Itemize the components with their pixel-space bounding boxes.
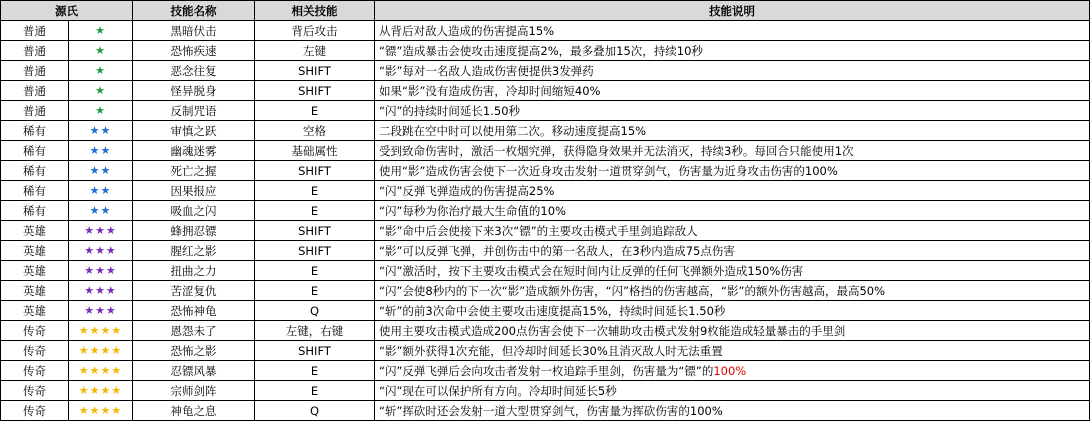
skill-name-cell: 神龟之息 (133, 401, 255, 421)
skill-name-cell: 忍镖风暴 (133, 361, 255, 381)
rarity-cell: 普通 (1, 41, 69, 61)
description-cell (375, 241, 1090, 261)
star-rating: ★★★ (69, 221, 133, 241)
star-rating: ★★★ (69, 281, 133, 301)
rarity-cell: 传奇 (1, 361, 69, 381)
table-row (1, 41, 1090, 61)
skill-name-cell: 蜂拥忍镖 (133, 221, 255, 241)
table-row (1, 61, 1090, 81)
related-skill-cell: Q (255, 401, 375, 421)
star-rating: ★★★★ (69, 341, 133, 361)
rarity-cell: 普通 (1, 61, 69, 81)
star-rating: ★★★ (69, 241, 133, 261)
rarity-cell: 普通 (1, 81, 69, 101)
skill-name-cell: 扭曲之力 (133, 261, 255, 281)
table-row (1, 161, 1090, 181)
description-cell (375, 301, 1090, 321)
table-row (1, 301, 1090, 321)
description-text: “闪”反弹飞弹造成的伤害提高25% (379, 183, 555, 198)
star-rating: ★★ (69, 121, 133, 141)
description-text: “影”每对一名敌人造成伤害便提供3发弹药 (379, 63, 594, 78)
related-skill-cell: E (255, 281, 375, 301)
related-skill-cell: E (255, 261, 375, 281)
skill-name-cell: 宗师剑阵 (133, 381, 255, 401)
related-skill-cell: 左键 (255, 41, 375, 61)
description-cell (375, 41, 1090, 61)
skill-name-cell: 腥红之影 (133, 241, 255, 261)
skill-name-cell: 因果报应 (133, 181, 255, 201)
description-text: 受到致命伤害时，激活一枚烟究弹，获得隐身效果并无法消灭，持续3秒。每回合只能使用1次 (379, 143, 854, 158)
table-row (1, 221, 1090, 241)
description-cell (375, 61, 1090, 81)
rarity-cell: 英雄 (1, 281, 69, 301)
star-rating: ★ (69, 101, 133, 121)
related-skill-cell: SHIFT (255, 81, 375, 101)
description-cell (375, 221, 1090, 241)
table-row (1, 281, 1090, 301)
related-skill-cell: 空格 (255, 121, 375, 141)
table-row (1, 261, 1090, 281)
description-text: “斩”挥砍时还会发射一道大型贯穿剑气，伤害量为挥砍伤害的100% (379, 403, 723, 418)
table-row (1, 181, 1090, 201)
related-skill-cell: 左键，右键 (255, 321, 375, 341)
skill-name-cell: 恐怖疾速 (133, 41, 255, 61)
description-cell (375, 21, 1090, 41)
description-cell (375, 261, 1090, 281)
skill-name-cell: 恐怖之影 (133, 341, 255, 361)
header-description: 技能说明 (375, 1, 1090, 21)
rarity-cell: 稀有 (1, 121, 69, 141)
description-text: 二段跳在空中时可以使用第二次。移动速度提高15% (379, 123, 647, 138)
table-row (1, 381, 1090, 401)
related-skill-cell: E (255, 101, 375, 121)
skill-name-cell: 幽魂迷雾 (133, 141, 255, 161)
star-rating: ★ (69, 61, 133, 81)
skill-name-cell: 苦涩复仇 (133, 281, 255, 301)
star-rating: ★ (69, 81, 133, 101)
related-skill-cell: 基础属性 (255, 141, 375, 161)
description-text: “闪”的持续时间延长1.50秒 (379, 103, 521, 118)
skill-name-cell: 怪异脱身 (133, 81, 255, 101)
table-row (1, 361, 1090, 381)
description-cell (375, 81, 1090, 101)
rarity-cell: 英雄 (1, 301, 69, 321)
table-row (1, 341, 1090, 361)
description-highlight: 100% (713, 363, 747, 378)
related-skill-cell: E (255, 201, 375, 221)
table-row (1, 401, 1090, 421)
related-skill-cell: SHIFT (255, 221, 375, 241)
star-rating: ★ (69, 21, 133, 41)
description-cell (375, 121, 1090, 141)
skill-name-cell: 死亡之握 (133, 161, 255, 181)
star-rating: ★★ (69, 201, 133, 221)
star-rating: ★★ (69, 161, 133, 181)
description-cell (375, 341, 1090, 361)
table-row (1, 141, 1090, 161)
description-text: “闪”激活时，按下主要攻击模式会在短时间内让反弹的任何飞弹额外造成150%伤害 (379, 263, 804, 278)
star-rating: ★★ (69, 181, 133, 201)
description-cell (375, 361, 1090, 381)
description-text: “影”可以反弹飞弹，并创伤击中的第一名敌人，在3秒内造成75点伤害 (379, 243, 735, 258)
description-text: “闪”会使8秒内的下一次“影”造成额外伤害，“闪”格挡的伤害越高，“影”的额外伤害越高，最高50% (379, 283, 886, 298)
rarity-cell: 稀有 (1, 181, 69, 201)
description-text: 从背后对敌人造成的伤害提高15% (379, 23, 555, 38)
skill-name-cell: 恩怨未了 (133, 321, 255, 341)
description-text: 如果“影”没有造成伤害，冷却时间缩短40% (379, 83, 601, 98)
description-text: “斩”的前3次命中会使主要攻击速度提高15%，持续时间延长1.50秒 (379, 303, 726, 318)
star-rating: ★★★★ (69, 361, 133, 381)
star-rating: ★★★ (69, 301, 133, 321)
related-skill-cell: E (255, 381, 375, 401)
description-text: 使用主要攻击模式造成200点伤害会使下一次辅助攻击模式发射9枚能造成轻量暴击的手里剑 (379, 323, 846, 338)
description-text: “闪”反弹飞弹后会向攻击者发射一枚追踪手里剑，伤害量为“镖”的 (379, 363, 714, 378)
skill-name-cell: 审慎之跃 (133, 121, 255, 141)
table-row (1, 321, 1090, 341)
description-cell (375, 181, 1090, 201)
description-text: “闪”每秒为你治疗最大生命值的10% (379, 203, 566, 218)
star-rating: ★★★★ (69, 381, 133, 401)
description-text: “影”命中后会使接下来3次“镖”的主要攻击模式手里剑追踪敌人 (379, 223, 698, 238)
rarity-cell: 传奇 (1, 381, 69, 401)
related-skill-cell: SHIFT (255, 341, 375, 361)
star-rating: ★★★★ (69, 401, 133, 421)
skill-name-cell: 恶念往复 (133, 61, 255, 81)
description-cell (375, 141, 1090, 161)
header-source: 源氏 (1, 1, 133, 21)
skill-name-cell: 恐怖神龟 (133, 301, 255, 321)
description-cell (375, 161, 1090, 181)
related-skill-cell: E (255, 181, 375, 201)
rarity-cell: 稀有 (1, 161, 69, 181)
table-row (1, 121, 1090, 141)
related-skill-cell: SHIFT (255, 241, 375, 261)
star-rating: ★★★ (69, 261, 133, 281)
table-row (1, 101, 1090, 121)
skill-name-cell: 反制咒语 (133, 101, 255, 121)
description-text: “闪”现在可以保护所有方向。冷却时间延长5秒 (379, 383, 617, 398)
header-row (1, 1, 1090, 21)
header-skill-name: 技能名称 (133, 1, 255, 21)
rarity-cell: 英雄 (1, 241, 69, 261)
rarity-cell: 稀有 (1, 141, 69, 161)
description-text: “影”额外获得1次充能，但冷却时间延长30%且消灭敌人时无法重置 (379, 343, 723, 358)
rarity-cell: 普通 (1, 21, 69, 41)
related-skill-cell: E (255, 361, 375, 381)
table-row (1, 81, 1090, 101)
rarity-cell: 英雄 (1, 261, 69, 281)
rarity-cell: 传奇 (1, 341, 69, 361)
star-rating: ★★★★ (69, 321, 133, 341)
description-text: 使用“影”造成伤害会使下一次近身攻击发射一道贯穿剑气，伤害量为近身攻击伤害的100% (379, 163, 838, 178)
header-related-skill: 相关技能 (255, 1, 375, 21)
related-skill-cell: 背后攻击 (255, 21, 375, 41)
star-rating: ★ (69, 41, 133, 61)
description-cell (375, 381, 1090, 401)
rarity-cell: 英雄 (1, 221, 69, 241)
description-cell (375, 201, 1090, 221)
star-rating: ★★ (69, 141, 133, 161)
skill-name-cell: 吸血之闪 (133, 201, 255, 221)
skill-name-cell: 黑暗伏击 (133, 21, 255, 41)
related-skill-cell: SHIFT (255, 161, 375, 181)
related-skill-cell: SHIFT (255, 61, 375, 81)
rarity-cell: 稀有 (1, 201, 69, 221)
description-cell (375, 101, 1090, 121)
description-cell (375, 321, 1090, 341)
rarity-cell: 传奇 (1, 321, 69, 341)
table-row (1, 241, 1090, 261)
table-row (1, 21, 1090, 41)
table-row (1, 201, 1090, 221)
rarity-cell: 传奇 (1, 401, 69, 421)
description-text: “镖”造成暴击会使攻击速度提高2%，最多叠加15次，持续10秒 (379, 43, 703, 58)
rarity-cell: 普通 (1, 101, 69, 121)
description-cell (375, 281, 1090, 301)
related-skill-cell: Q (255, 301, 375, 321)
description-cell (375, 401, 1090, 421)
